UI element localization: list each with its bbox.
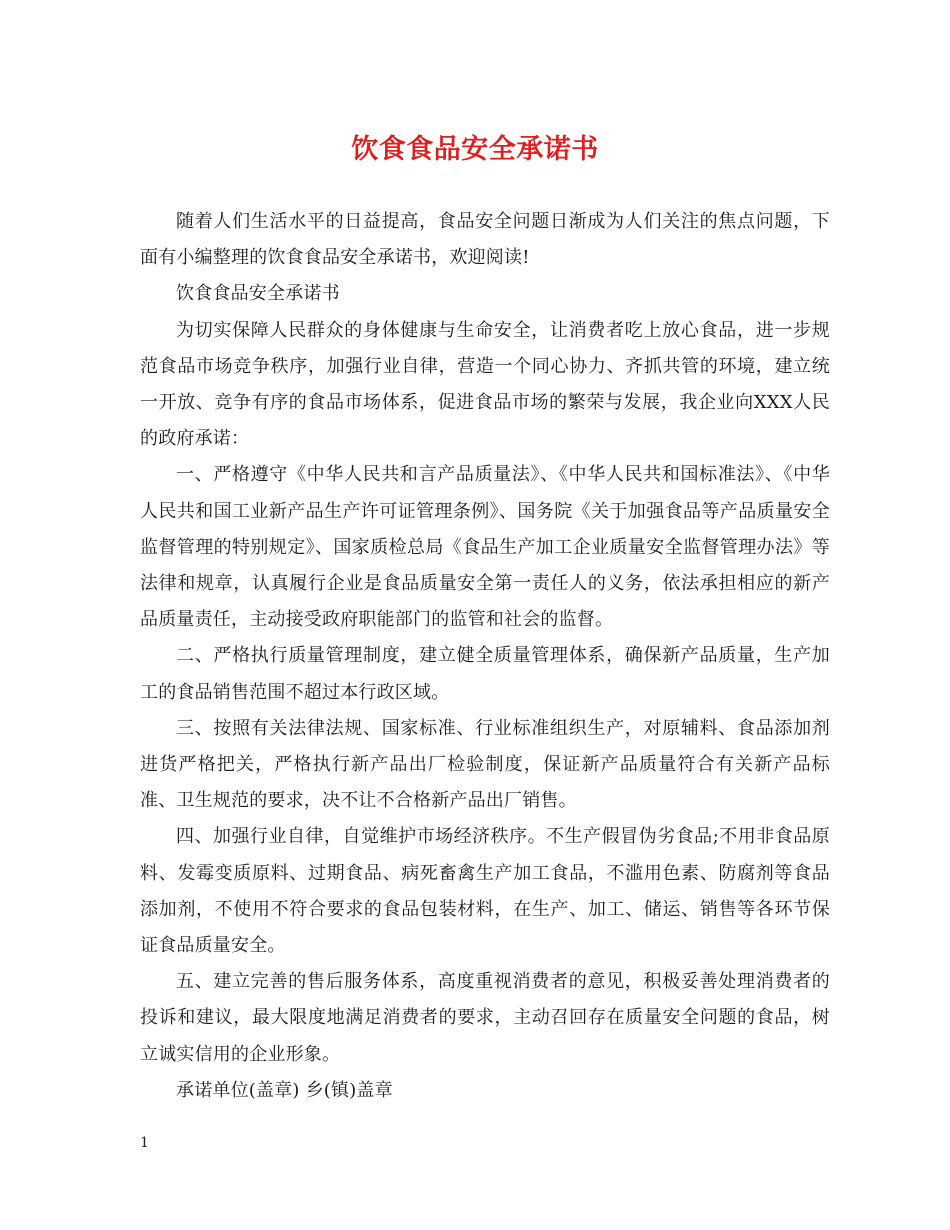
paragraph-item-4: 四、加强行业自律，自觉维护市场经济秩序。不生产假冒伪劣食品;不用非食品原料、发霉变质原料、过期食品、病死畜禽生产加工食品，不滥用色素、防腐剂等食品添加剂，不使用不符合要求的食品包装材料，在生产、加工、储运、销售等各环节保证食品质量安全。 [140,826,830,957]
document-body [140,204,830,1109]
paragraph-item-2: 二、严格执行质量管理制度，建立健全质量管理体系，确保新产品质量，生产加工的食品销售范围不超过本行政区域。 [140,645,830,703]
paragraph-item-5: 五、建立完善的售后服务体系，高度重视消费者的意见，积极妥善处理消费者的投诉和建议，最大限度地满足消费者的要求，主动召回存在质量安全问题的食品，树立诚实信用的企业形象。 [140,971,830,1065]
paragraph-subtitle: 饮食食品安全承诺书 [176,283,340,305]
paragraph-item-1: 一、严格遵守《中华人民共和言产品质量法》、《中华人民共和国标准法》、《中华人民共和国工业新产品生产许可证管理条例》、国务院《关于加强食品等产品质量安全监督管理的特别规定》、国家质检总局《食品生产加工企业质量安全监督管理办法》等法律和规章，认真履行企业是食品质量安全第一责任人的义务，依法承担相应的新产品质量责任，主动接受政府职能部门的监管和社会的监督。 [140,464,830,631]
paragraph-item-3: 三、按照有关法律法规、国家标准、行业标准组织生产，对原辅料、食品添加剂进货严格把关，严格执行新产品出厂检验制度，保证新产品质量符合有关新产品标准、卫生规范的要求，决不让不合格新产品出厂销售。 [140,717,830,812]
paragraph-intro: 随着人们生活水平的日益提高，食品安全问题日渐成为人们关注的焦点问题，下面有小编整理的饮食食品安全承诺书，欢迎阅读! [140,211,830,269]
document-title: 饮食食品安全承诺书 [351,134,599,165]
paragraph-preamble: 为切实保障人民群众的身体健康与生命安全，让消费者吃上放心食品，进一步规范食品市场竞争秩序，加强行业自律，营造一个同心协力、齐抓共管的环境，建立统一开放、竞争有序的食品市场体系，促进食品市场的繁荣与发展，我企业向XXX人民的政府承诺： [140,319,830,450]
paragraph-signature: 承诺单位(盖章) 乡(镇)盖章 [176,1079,393,1101]
page-number: 1 [140,1135,149,1151]
